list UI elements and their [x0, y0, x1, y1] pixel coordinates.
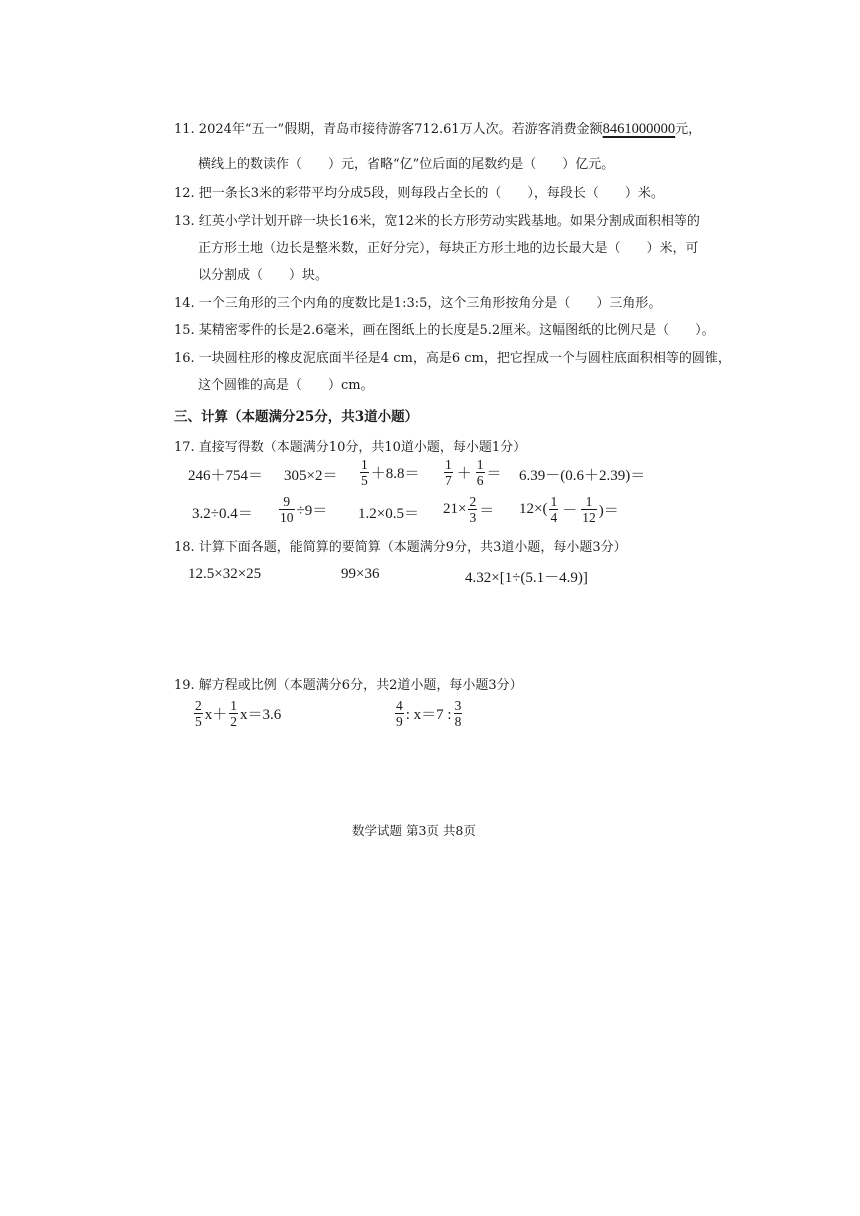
- fraction: $\frac{1}{2}$: [230, 698, 238, 729]
- q18-title: 18. 计算下面各题，能简算的要简算（本题满分9分，共3道小题，每小题3分）: [174, 540, 627, 555]
- q15: 15. 某精密零件的长是2.6毫米，画在图纸上的长度是5.2厘米。这幅图纸的比例尺是（ ）。: [174, 323, 715, 338]
- q13-line3: 以分割成（ ）块。: [198, 268, 329, 283]
- q13-line2: 正方形土地（边长是整米数，正好分完），每块正方形土地的边长最大是（ ）米，可: [198, 241, 699, 256]
- fraction: $\frac{1}{7}$: [445, 457, 452, 488]
- fraction: $\frac{3}{8}$: [454, 698, 462, 729]
- q17-expr-9: 21× $\frac{2}{3}$ ＝: [443, 494, 495, 525]
- q17-expr-1: 246＋754＝: [188, 468, 264, 484]
- q17-expr-4: $\frac{1}{7}$ ＋ $\frac{1}{6}$ ＝: [445, 457, 502, 488]
- fraction: $\frac{2}{5}$: [195, 698, 202, 729]
- fraction: $\frac{1}{5}$: [361, 457, 368, 488]
- q16-line1: 16. 一块圆柱形的橡皮泥底面半径是4 cm，高是6 cm，把它捏成一个与圆柱底面积相等的圆锥，: [174, 351, 731, 366]
- q17-expr-6: 3.2÷0.4＝: [192, 506, 253, 522]
- page-footer: 数学试题 第3页 共8页: [352, 823, 476, 838]
- q19-equation: $\frac{2}{5}$ x＋ $\frac{1}{2}$ x＝3.6: [195, 698, 282, 729]
- q17-expr-10: 12×( $\frac{1}{4}$ － $\frac{1}{12}$ )＝: [519, 494, 619, 525]
- q16-line2: 这个圆锥的高是（ ）cm。: [198, 378, 374, 393]
- q19-title: 19. 解方程或比例（本题满分6分，共2道小题，每小题3分）: [174, 678, 523, 693]
- fraction: $\frac{1}{12}$: [582, 494, 596, 525]
- q17-title: 17. 直接写得数（本题满分10分，共10道小题，每小题1分）: [174, 440, 527, 455]
- q18-expr-3: 4.32×[1÷(5.1－4.9)]: [465, 570, 588, 586]
- q14: 14. 一个三角形的三个内角的度数比是1:3:5，这个三角形按角分是（ ）三角形。: [174, 296, 662, 311]
- q11-line1: 11. 2024年“五一”假期，青岛市接待游客712.61万人次。若游客消费金额8461000000元，: [174, 121, 702, 137]
- fraction: $\frac{4}{9}$: [396, 698, 403, 729]
- q11-line2: 横线上的数读作（ ）元，省略“亿”位后面的尾数约是（ ）亿元。: [198, 157, 615, 172]
- q17-expr-7: $\frac{9}{10}$ ÷9＝: [280, 494, 328, 525]
- fraction: $\frac{2}{3}$: [469, 494, 477, 525]
- q17-expr-5: 6.39－(0.6＋2.39)＝: [519, 468, 646, 484]
- q12: 12. 把一条长3米的彩带平均分成5段，则每段占全长的（ ），每段长（ ）米。: [174, 186, 664, 201]
- fraction: $\frac{9}{10}$: [280, 494, 294, 525]
- q17-expr-2: 305×2＝: [284, 468, 338, 484]
- underlined-number: 8461000000: [602, 121, 676, 137]
- q18-expr-2: 99×36: [341, 566, 380, 582]
- q17-expr-3: $\frac{1}{5}$ ＋8.8＝: [361, 457, 420, 488]
- section-3-heading: 三、计算（本题满分25分，共3道小题）: [174, 409, 419, 425]
- q19-proportion: $\frac{4}{9}$ : x＝7 : $\frac{3}{8}$: [396, 698, 462, 729]
- q17-expr-8: 1.2×0.5＝: [358, 506, 419, 522]
- fraction: $\frac{1}{6}$: [476, 457, 484, 488]
- fraction: $\frac{1}{4}$: [550, 494, 558, 525]
- q13-line1: 13. 红英小学计划开辟一块长16米，宽12米的长方形劳动实践基地。如果分割成面积相等的: [174, 214, 700, 229]
- q18-expr-1: 12.5×32×25: [188, 566, 262, 582]
